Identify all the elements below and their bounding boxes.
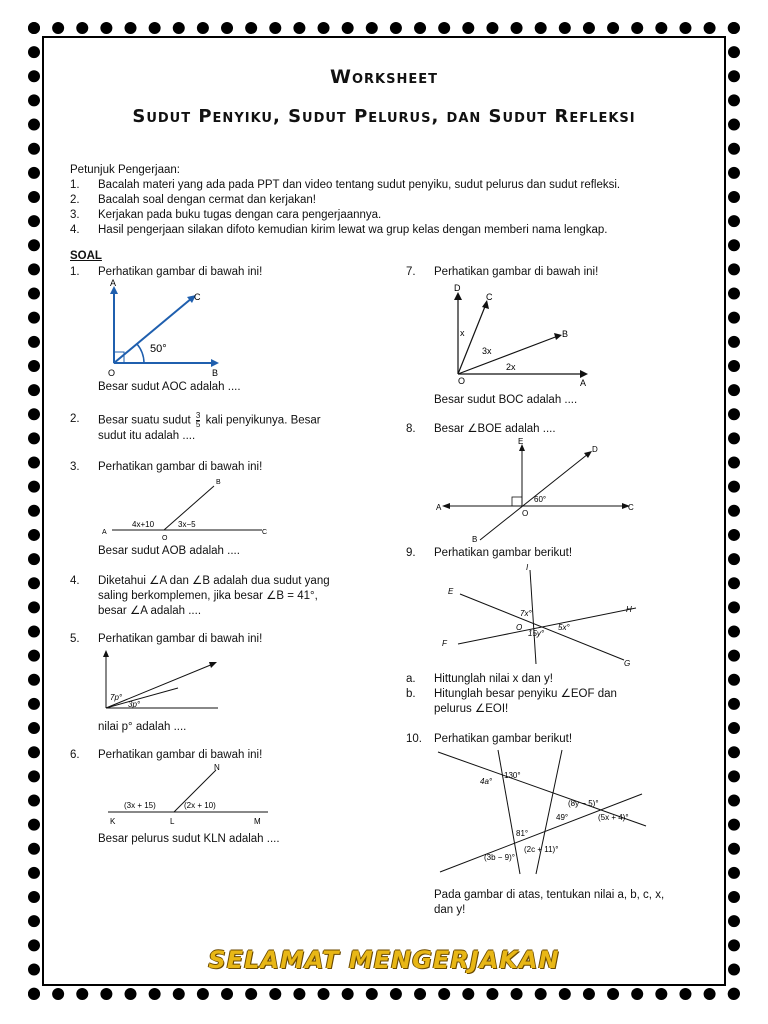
- svg-text:C: C: [486, 292, 493, 302]
- svg-text:4x+10: 4x+10: [132, 520, 155, 529]
- q1-label-a: A: [110, 278, 117, 288]
- svg-text:(2x + 10): (2x + 10): [184, 801, 216, 810]
- question-8: 8. Besar ∠BOE adalah ....: [406, 423, 556, 435]
- q6-answer: Besar pelurus sudut KLN adalah ....: [98, 833, 280, 845]
- q9-tasks: a. Hittunglah nilai x dan y! b. Hitunglah besar penyiku ∠EOF dan pelurus ∠EOI!: [406, 673, 617, 715]
- question-9: 9. Perhatikan gambar berikut!: [406, 547, 573, 559]
- instruction-item: 3. Kerjakan pada buku tugas dengan cara pengerjaannya.: [70, 209, 382, 221]
- q5-diagram: [98, 646, 228, 714]
- svg-text:M: M: [254, 817, 261, 826]
- q7-diagram: [448, 280, 598, 386]
- svg-text:A: A: [580, 378, 587, 386]
- question-1: 1. Perhatikan gambar di bawah ini!: [70, 266, 263, 278]
- svg-text:2x: 2x: [506, 362, 516, 372]
- svg-text:L: L: [170, 817, 175, 826]
- question-4: 4. Diketahui ∠A dan ∠B adalah dua sudut yang saling berkomplemen, jika besar ∠B = 41°, besar ∠A adalah ....: [70, 575, 330, 617]
- svg-text:49°: 49°: [556, 813, 569, 822]
- instruction-item: 4. Hasil pengerjaan silakan difoto kemudian kirim lewat wa grup kelas dengan memberi nama lengkap.: [70, 224, 608, 236]
- q7-answer: Besar sudut BOC adalah ....: [434, 394, 578, 406]
- footer-banner: SELAMAT MENGERJAKAN: [208, 946, 560, 974]
- svg-text:(2c + 11)°: (2c + 11)°: [524, 845, 559, 854]
- svg-text:130°: 130°: [504, 771, 521, 780]
- svg-text:B: B: [216, 479, 221, 486]
- instructions: [70, 163, 620, 238]
- svg-text:(8y − 5)°: (8y − 5)°: [568, 799, 599, 808]
- q2-fraction: $\frac{3}{5}$: [195, 411, 201, 429]
- instructions-heading: Petunjuk Pengerjaan:: [70, 164, 180, 176]
- svg-text:7p°: 7p°: [110, 693, 123, 702]
- svg-text:(3x + 15): (3x + 15): [124, 801, 156, 810]
- svg-text:81°: 81°: [516, 829, 529, 838]
- svg-text:15y°: 15y°: [528, 629, 545, 638]
- q9-diagram: [436, 560, 646, 670]
- svg-text:D: D: [454, 283, 461, 293]
- svg-text:K: K: [110, 817, 116, 826]
- svg-text:O: O: [522, 509, 529, 518]
- svg-text:5x°: 5x°: [558, 623, 570, 632]
- q10-answer: Pada gambar di atas, tentukan nilai a, b, c, x, dan y!: [434, 889, 665, 916]
- svg-text:N: N: [214, 763, 220, 772]
- svg-text:4a°: 4a°: [480, 777, 493, 786]
- svg-text:D: D: [592, 445, 598, 454]
- svg-text:C: C: [262, 529, 268, 536]
- q5-answer: nilai p° adalah ....: [98, 721, 187, 733]
- svg-text:O: O: [516, 623, 523, 632]
- svg-text:C: C: [628, 503, 634, 512]
- q1-angle-label: 50°: [150, 343, 167, 355]
- svg-text:(3b − 9)°: (3b − 9)°: [484, 853, 515, 862]
- q1-label-c: C: [194, 292, 201, 302]
- q6-diagram: [104, 762, 274, 830]
- instruction-item: 2. Bacalah soal dengan cermat dan kerjakan!: [70, 194, 317, 206]
- svg-text:F: F: [442, 639, 447, 648]
- question-6: 6. Perhatikan gambar di bawah ini!: [70, 749, 263, 761]
- q1-arrow-b: [211, 359, 219, 367]
- q1-diagram: [100, 278, 230, 378]
- svg-text:B: B: [562, 329, 569, 339]
- question-7: 7. Perhatikan gambar di bawah ini!: [406, 266, 599, 278]
- question-5: 5. Perhatikan gambar di bawah ini!: [70, 633, 263, 645]
- svg-text:(5x + 4)°: (5x + 4)°: [598, 813, 629, 822]
- soal-heading: SOAL: [70, 250, 102, 262]
- svg-text:E: E: [448, 587, 454, 596]
- worksheet-subtitle: Sudut Penyiku, Sudut Pelurus, dan Sudut Refleksi: [132, 106, 636, 127]
- svg-text:3x: 3x: [482, 346, 492, 356]
- worksheet-title: Worksheet: [330, 66, 438, 88]
- q3-answer: Besar sudut AOB adalah ....: [98, 545, 240, 557]
- q1-label-o: O: [108, 368, 116, 378]
- q1-answer: Besar sudut AOC adalah ....: [98, 381, 241, 393]
- question-3: 3. Perhatikan gambar di bawah ini!: [70, 461, 263, 473]
- svg-text:O: O: [458, 376, 466, 386]
- svg-text:H: H: [626, 605, 632, 614]
- svg-text:3p°: 3p°: [128, 700, 141, 709]
- q1-label-b: B: [212, 368, 219, 378]
- svg-text:A: A: [102, 529, 107, 536]
- svg-text:x: x: [460, 328, 465, 338]
- q8-diagram: [432, 436, 642, 546]
- svg-text:O: O: [162, 535, 168, 540]
- q10-diagram: [432, 748, 648, 876]
- svg-text:E: E: [518, 437, 524, 446]
- svg-text:60°: 60°: [534, 495, 547, 504]
- svg-text:G: G: [624, 659, 631, 668]
- svg-text:B: B: [472, 535, 478, 544]
- question-10: 10. Perhatikan gambar berikut!: [406, 733, 573, 745]
- q3-diagram: [102, 474, 272, 540]
- q1-angle-arc: [137, 344, 144, 363]
- svg-text:I: I: [526, 563, 529, 572]
- svg-text:A: A: [436, 503, 442, 512]
- svg-text:3x−5: 3x−5: [178, 520, 196, 529]
- instruction-item: 1. Bacalah materi yang ada pada PPT dan video tentang sudut penyiku, sudut pelurus dan sudut refleksi.: [70, 179, 621, 191]
- question-2: 2. Besar suatu sudut $\frac{3}{5}$ kali penyikunya. Besar sudut itu adalah ....: [70, 411, 321, 442]
- svg-text:7x°: 7x°: [520, 609, 532, 618]
